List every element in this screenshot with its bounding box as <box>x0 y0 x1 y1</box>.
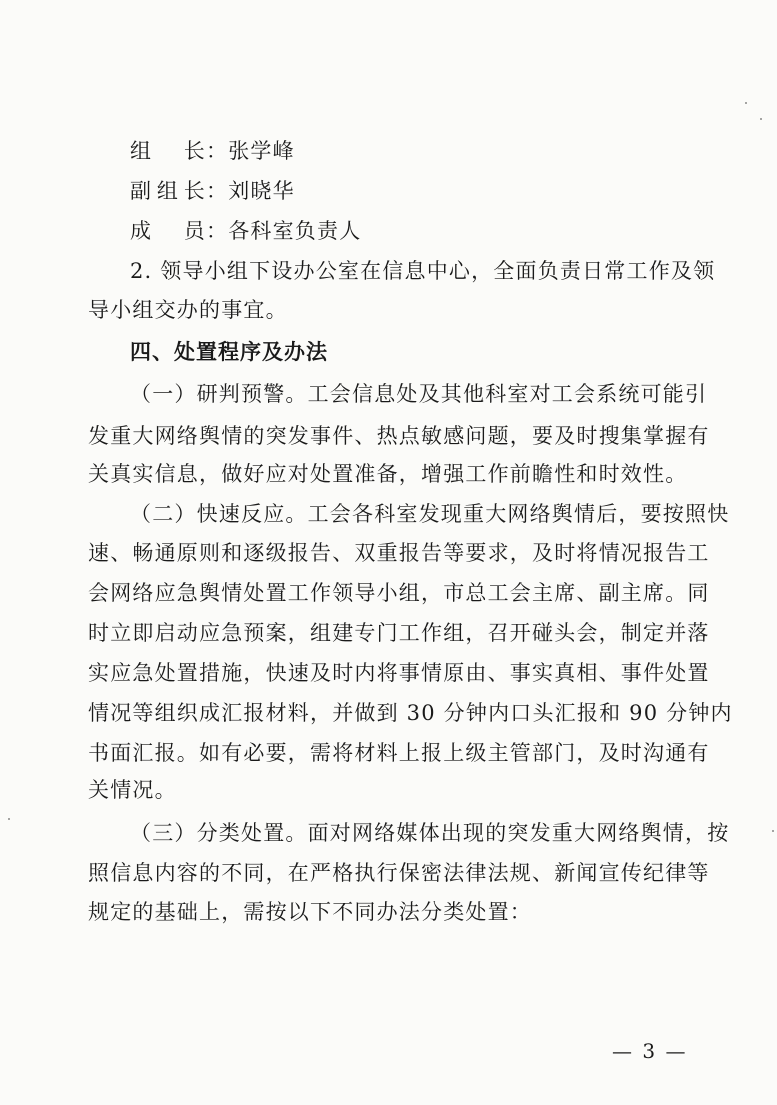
member-role: 成员 <box>130 219 206 243</box>
scan-speck <box>772 830 774 832</box>
scan-speck <box>745 102 747 104</box>
section-heading: 四、处置程序及办法 <box>130 340 328 364</box>
member-name: 张学峰 <box>228 139 295 163</box>
member-separator: ： <box>206 139 229 163</box>
paragraph-line: 发重大网络舆情的突发事件、热点敏感问题，要及时搜集掌握有 <box>88 424 710 448</box>
member-name: 刘晓华 <box>228 179 295 203</box>
page-number: — 3 — <box>612 1039 688 1063</box>
member-role: 组长 <box>130 139 206 163</box>
paragraph-line: 速、畅通原则和逐级报告、双重报告等要求，及时将情况报告工 <box>88 541 710 565</box>
paragraph-line: 规定的基础上，需按以下不同办法分类处置： <box>88 900 532 924</box>
paragraph-line: 2. 领导小组下设办公室在信息中心，全面负责日常工作及领 <box>130 259 716 283</box>
paragraph-line: 实应急处置措施，快速及时内将事情原由、事实真相、事件处置 <box>88 661 710 685</box>
paragraph-line: （二）快速反应。工会各科室发现重大网络舆情后，要按照快 <box>130 502 730 526</box>
paragraph-line: 书面汇报。如有必要，需将材料上报上级主管部门，及时沟通有 <box>88 741 710 765</box>
paragraph-line: （一）研判预警。工会信息处及其他科室对工会系统可能引 <box>130 382 708 406</box>
member-separator: ： <box>206 219 229 243</box>
paragraph-line: 关真实信息，做好应对处置准备，增强工作前瞻性和时效性。 <box>88 462 688 486</box>
paragraph-line: 会网络应急舆情处置工作领导小组，市总工会主席、副主席。同 <box>88 581 710 605</box>
paragraph-line: 导小组交办的事宜。 <box>88 298 288 322</box>
paragraph-line: 时立即启动应急预案，组建专门工作组，召开碰头会，制定并落 <box>88 621 710 645</box>
member-row-leader <box>130 137 698 165</box>
paragraph-line: 关情况。 <box>88 778 177 802</box>
member-name: 各科室负责人 <box>228 219 362 243</box>
member-row-members <box>130 217 698 245</box>
member-row-deputy <box>130 177 698 205</box>
paragraph-line: 照信息内容的不同，在严格执行保密法律法规、新闻宣传纪律等 <box>88 861 710 885</box>
member-role: 副组长 <box>130 179 206 203</box>
paragraph-line: 情况等组织成汇报材料，并做到 30 分钟内口头汇报和 90 分钟内 <box>88 701 733 725</box>
paragraph-line: （三）分类处置。面对网络媒体出现的突发重大网络舆情，按 <box>130 821 730 845</box>
scan-speck <box>8 818 10 820</box>
scan-speck <box>760 118 762 120</box>
member-separator: ： <box>206 179 229 203</box>
